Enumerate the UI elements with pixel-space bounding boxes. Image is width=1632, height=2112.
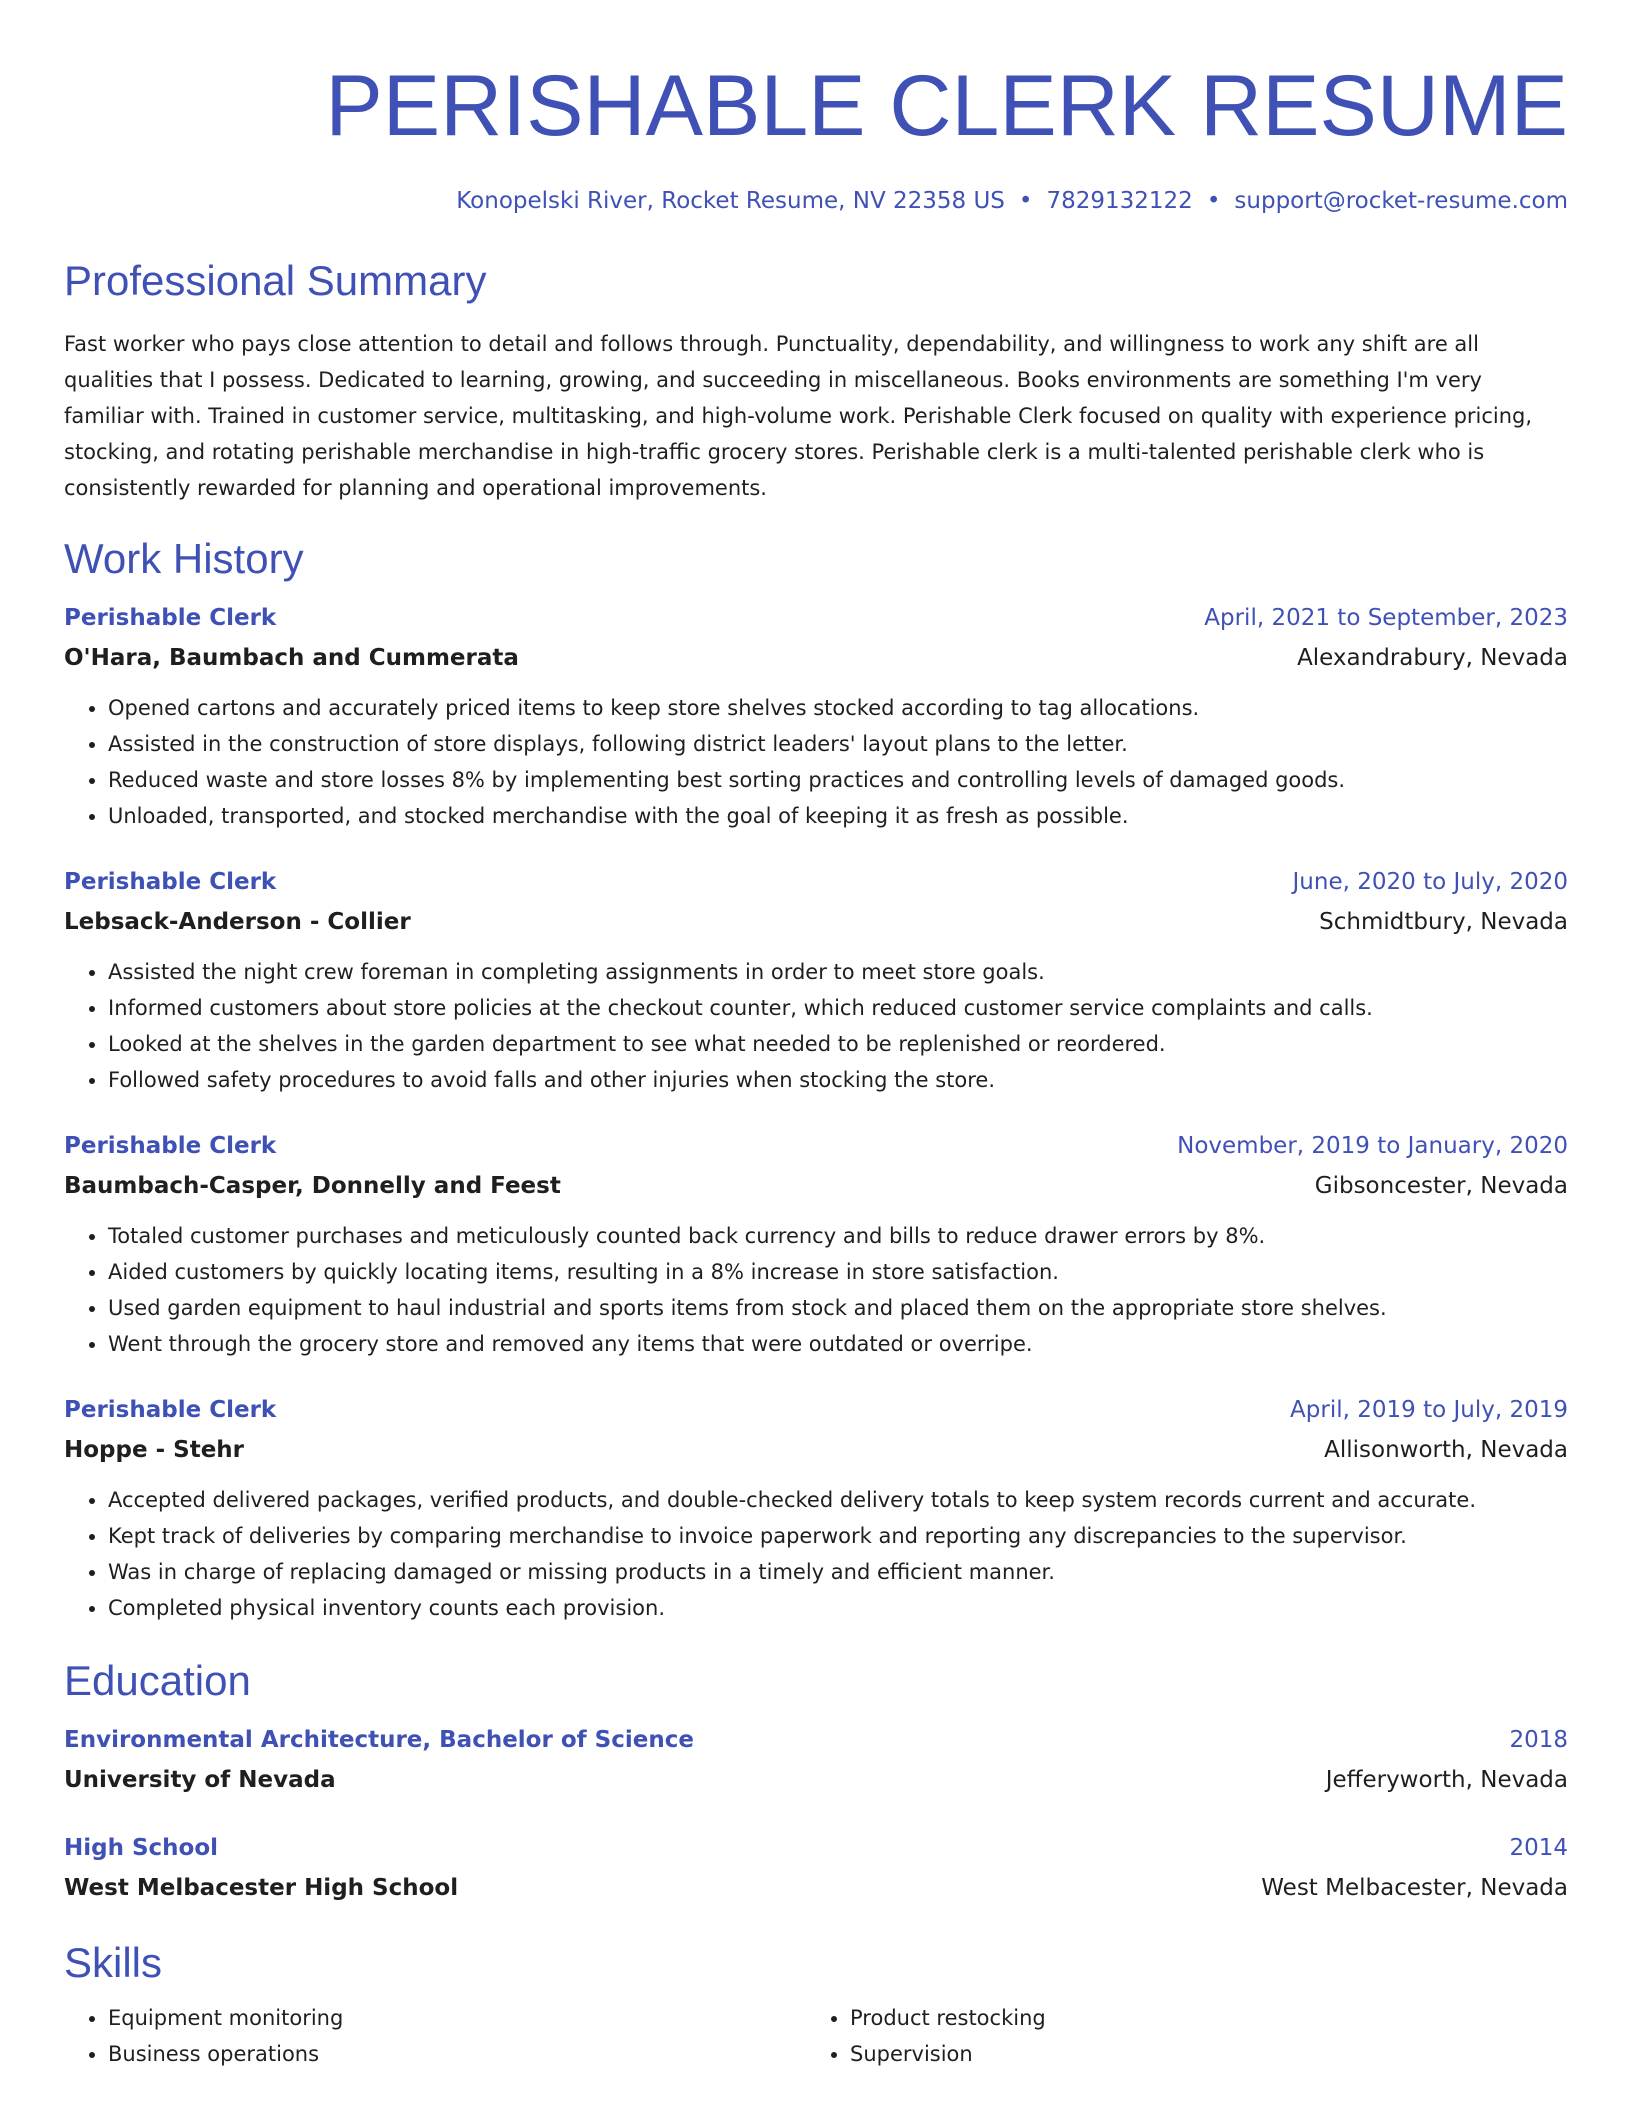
job-bullet: • Followed safety procedures to avoid falls and other injuries when stocking the store. — [108, 1062, 1568, 1098]
job-company: Lebsack-Anderson - Collier — [64, 909, 411, 935]
contact-email: support@rocket-resume.com — [1234, 188, 1568, 214]
skills-section — [64, 1938, 1568, 2072]
skill-item: • Product restocking — [850, 2000, 1548, 2036]
resume-title: PERISHABLE CLERK RESUME — [325, 58, 1568, 154]
summary-heading: Professional Summary — [64, 257, 487, 304]
skills-grid — [64, 2000, 1568, 2072]
job-bullet: • Assisted the night crew foreman in completing assignments in order to meet store goals. — [108, 954, 1568, 990]
job-bullet: • Reduced waste and store losses 8% by implementing best sorting practices and controlling levels of damaged goods. — [108, 762, 1568, 798]
job-bullet: • Kept track of deliveries by comparing merchandise to invoice paperwork and reporting any discrepancies to the supervisor. — [108, 1518, 1568, 1554]
job-bullets — [64, 954, 1568, 1098]
job-bullets — [64, 1482, 1568, 1626]
job-bullet: • Completed physical inventory counts each provision. — [108, 1590, 1568, 1626]
skills-heading: Skills — [64, 1939, 163, 1986]
job-dates: November, 2019 to January, 2020 — [1177, 1133, 1568, 1159]
job-entry — [64, 1126, 1568, 1362]
education-entry — [64, 1828, 1568, 1908]
job-title: Perishable Clerk — [64, 869, 277, 895]
job-entry — [64, 1390, 1568, 1626]
job-title: Perishable Clerk — [64, 1133, 277, 1159]
contact-line — [64, 186, 1568, 216]
job-title: Perishable Clerk — [64, 1397, 277, 1423]
job-dates: April, 2019 to July, 2019 — [1290, 1397, 1568, 1423]
education-heading: Education — [64, 1657, 251, 1704]
job-dates: June, 2020 to July, 2020 — [1292, 869, 1568, 895]
education-section — [64, 1656, 1568, 1908]
job-dates: April, 2021 to September, 2023 — [1204, 605, 1568, 631]
work-history-heading: Work History — [64, 535, 304, 582]
skill-item: • Supervision — [850, 2036, 1548, 2072]
job-bullet: • Opened cartons and accurately priced items to keep store shelves stocked according to tag allocations. — [108, 690, 1568, 726]
education-year: 2014 — [1509, 1835, 1568, 1861]
job-company: O'Hara, Baumbach and Cummerata — [64, 645, 519, 671]
education-location: West Melbacester, Nevada — [1261, 1875, 1568, 1901]
job-bullet: • Went through the grocery store and removed any items that were outdated or overripe. — [108, 1326, 1568, 1362]
job-bullet: • Informed customers about store policies at the checkout counter, which reduced customer service complaints and calls. — [108, 990, 1568, 1026]
education-year: 2018 — [1509, 1727, 1568, 1753]
contact-address: Konopelski River, Rocket Resume, NV 22358 US — [456, 188, 1005, 214]
contact-phone: 7829132122 — [1046, 188, 1193, 214]
job-location: Alexandrabury, Nevada — [1297, 645, 1568, 671]
job-company: Baumbach-Casper, Donnelly and Feest — [64, 1173, 561, 1199]
job-bullet: • Aided customers by quickly locating items, resulting in a 8% increase in store satisfaction. — [108, 1254, 1568, 1290]
skill-item: • Equipment monitoring — [108, 2000, 806, 2036]
job-bullets — [64, 1218, 1568, 1362]
job-entry — [64, 862, 1568, 1098]
skill-item: • Business operations — [108, 2036, 806, 2072]
skills-list-right — [806, 2000, 1548, 2072]
job-bullet: • Unloaded, transported, and stocked merchandise with the goal of keeping it as fresh as possible. — [108, 798, 1568, 834]
education-location: Jefferyworth, Nevada — [1325, 1767, 1568, 1793]
skills-list-left — [64, 2000, 806, 2072]
education-entry — [64, 1720, 1568, 1800]
education-degree: High School — [64, 1835, 219, 1861]
job-bullet: • Accepted delivered packages, verified products, and double-checked delivery totals to keep system records current and accurate. — [108, 1482, 1568, 1518]
job-bullet: • Totaled customer purchases and meticulously counted back currency and bills to reduce drawer errors by 8%. — [108, 1218, 1568, 1254]
job-title: Perishable Clerk — [64, 605, 277, 631]
contact-separator: • — [1206, 188, 1221, 214]
summary-text: Fast worker who pays close attention to detail and follows through. Punctuality, dependability, and willingness to work any shift are all qualities that I possess. Dedicated to learning, growing, and succeeding in miscellaneous. Books environments are something I'm very familiar with. Trained in customer service, multitasking, and high-volume work. Perishable Clerk focused on quality with experience pricing, stocking, and rotating perishable merchandise in high-traffic grocery stores. Perishable clerk is a multi-talented perishable clerk who is consistently rewarded for planning and operational improvements. — [64, 332, 1533, 500]
job-bullet: • Used garden equipment to haul industrial and sports items from stock and placed them on the appropriate store shelves. — [108, 1290, 1568, 1326]
job-bullets — [64, 690, 1568, 834]
job-bullet: • Was in charge of replacing damaged or missing products in a timely and efficient manner. — [108, 1554, 1568, 1590]
job-company: Hoppe - Stehr — [64, 1437, 245, 1463]
job-location: Gibsoncester, Nevada — [1314, 1173, 1568, 1199]
education-school: West Melbacester High School — [64, 1875, 459, 1901]
education-school: University of Nevada — [64, 1767, 336, 1793]
contact-separator: • — [1018, 188, 1033, 214]
summary-section — [64, 256, 1568, 506]
job-location: Allisonworth, Nevada — [1324, 1437, 1568, 1463]
work-history-section — [64, 534, 1568, 1626]
job-entry — [64, 598, 1568, 834]
job-bullet: • Looked at the shelves in the garden department to see what needed to be replenished or reordered. — [108, 1026, 1568, 1062]
education-degree: Environmental Architecture, Bachelor of Science — [64, 1727, 694, 1753]
job-location: Schmidtbury, Nevada — [1319, 909, 1568, 935]
job-bullet: • Assisted in the construction of store displays, following district leaders' layout plans to the letter. — [108, 726, 1568, 762]
